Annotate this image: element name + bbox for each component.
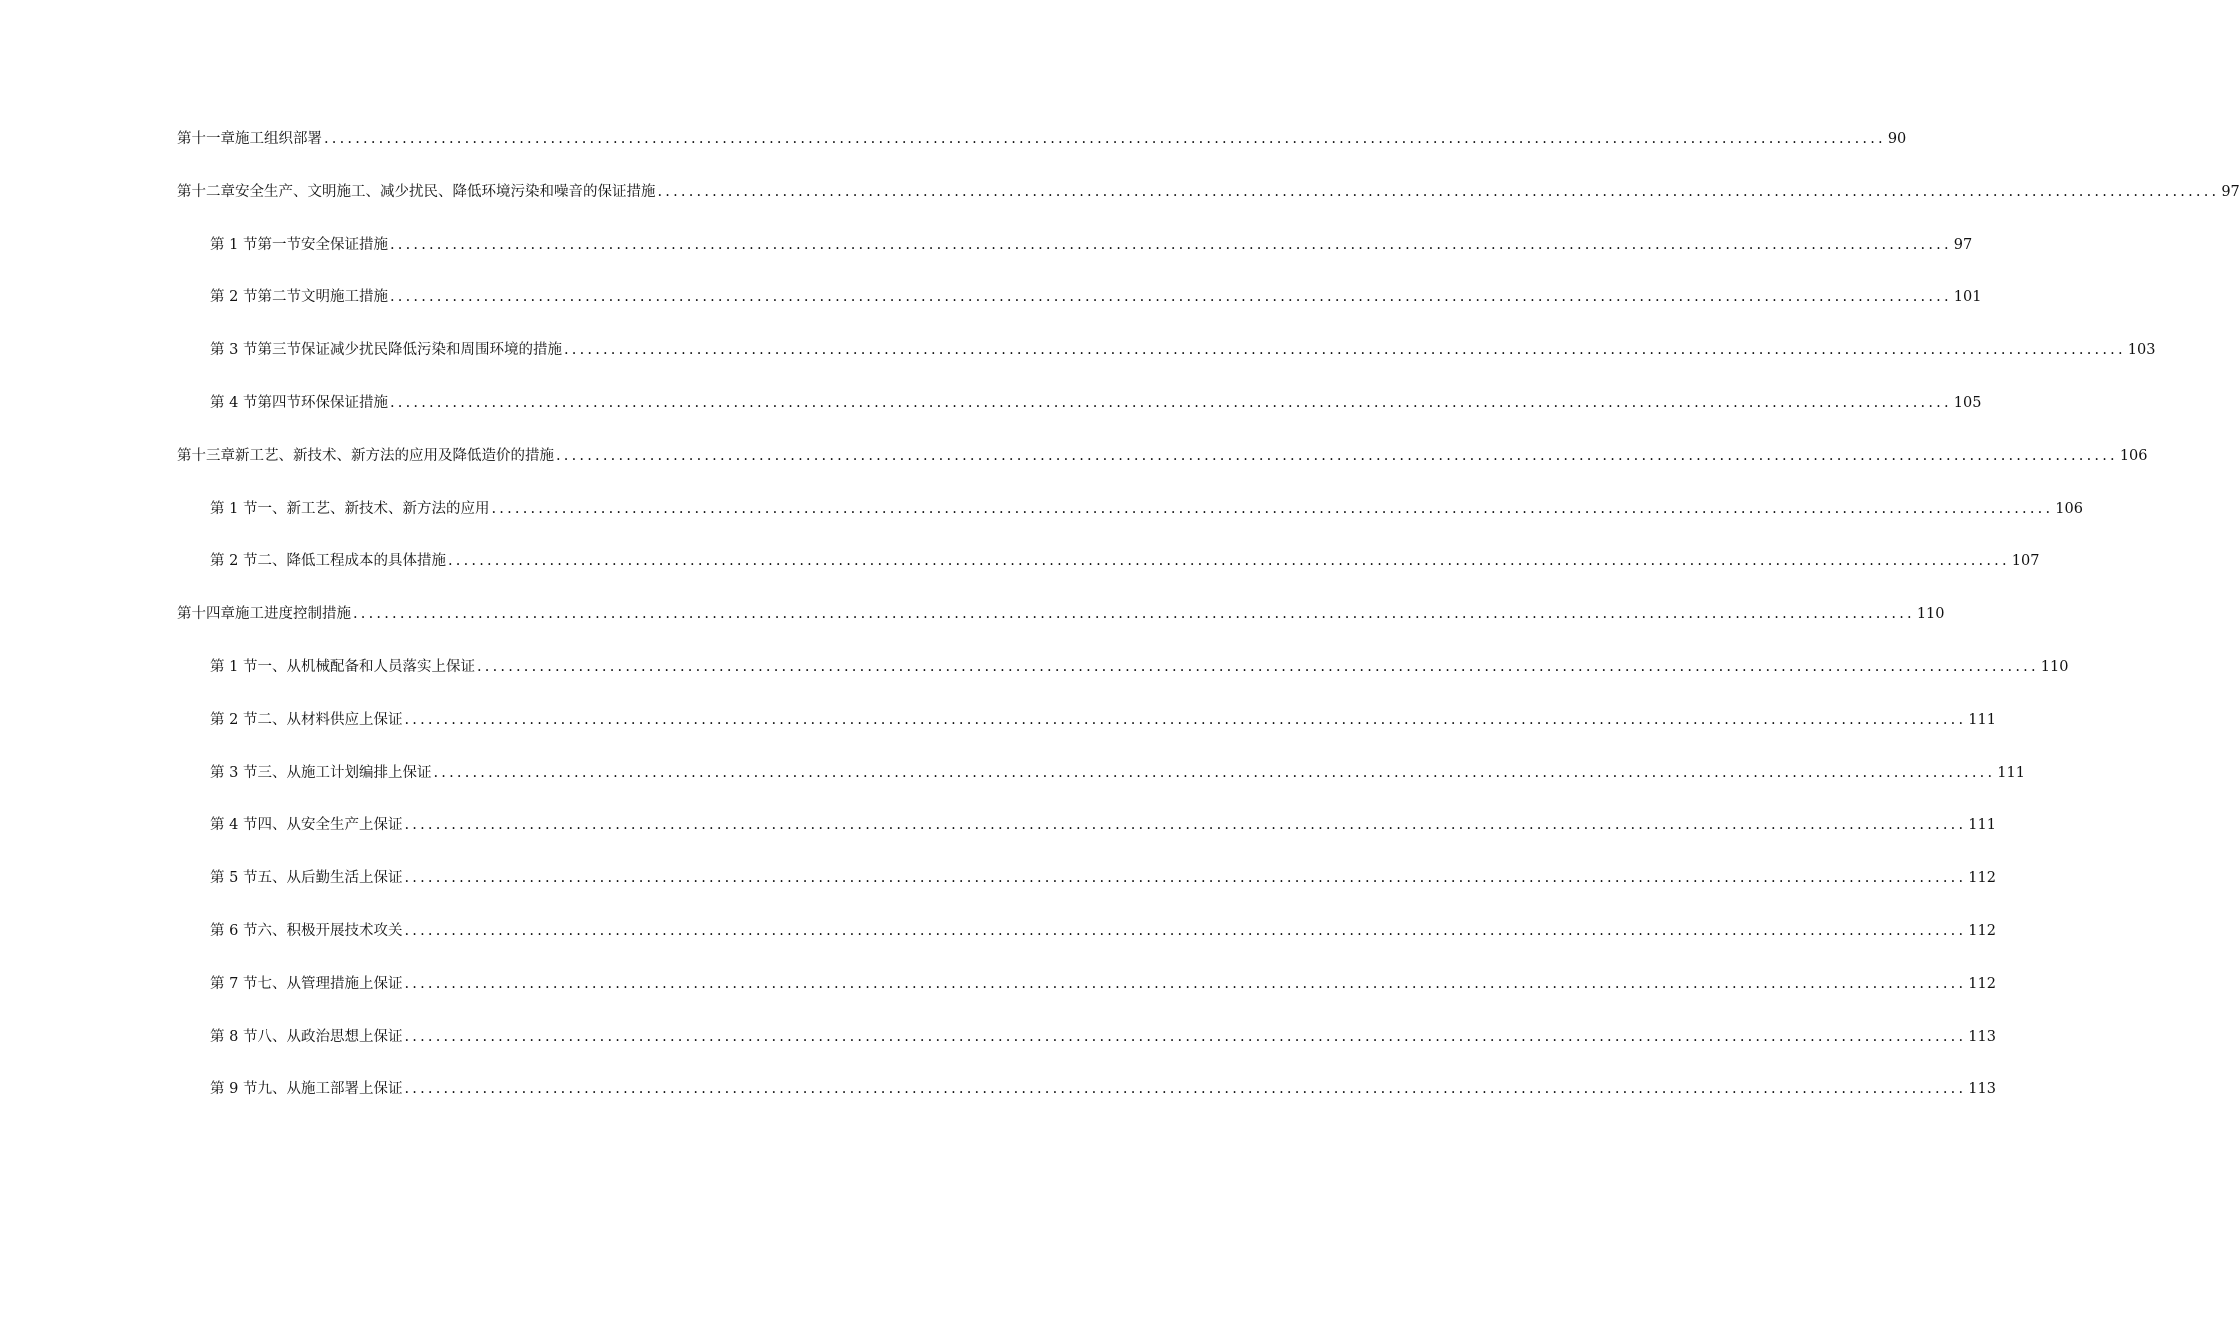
toc-entry-number: 第 6 节 [210, 923, 258, 939]
toc-entry-number: 第 3 节 [210, 764, 258, 781]
toc-entry-number: 第 2 节 [210, 711, 258, 728]
toc-entry-title: 一、从机械配备和人员落实上保证 [257, 659, 475, 675]
toc-dot-leader: ........................................................................................................................................................................................................ [389, 236, 1952, 253]
toc-entry-title: 四、从安全生产上保证 [257, 817, 403, 834]
toc-section-entry[interactable] [210, 283, 1982, 307]
toc-entry-page-number: 97 [1953, 236, 1973, 253]
toc-entry-number: 第 2 节 [210, 289, 258, 306]
toc-entry-number: 第 1 节 [210, 500, 258, 517]
toc-dot-leader: ........................................................................................................................................................................................................ [447, 553, 2010, 570]
toc-section-entry[interactable] [210, 759, 2025, 783]
toc-entry-title: 第一节安全保证措施 [257, 236, 388, 253]
toc-entry-number: 第十三章 [177, 447, 235, 464]
toc-dot-leader: ........................................................................................................................................................................................................ [404, 711, 1967, 728]
toc-entry-page-number: 101 [1953, 289, 1982, 306]
toc-dot-leader: ........................................................................................................................................................................................................ [389, 395, 1952, 411]
toc-entry-title: 安全生产、文明施工、减少扰民、降低环境污染和噪音的保证措施 [235, 183, 656, 200]
toc-section-entry[interactable] [210, 811, 1996, 835]
toc-entry-page-number: 110 [1916, 606, 1945, 623]
toc-section-entry[interactable] [210, 389, 1982, 413]
toc-chapter-entry[interactable] [177, 442, 2148, 466]
toc-entry-number: 第 4 节 [210, 395, 258, 411]
toc-dot-leader: ........................................................................................................................................................................................................ [404, 923, 1967, 939]
toc-entry-page-number: 110 [2040, 659, 2069, 675]
toc-section-entry[interactable] [210, 1075, 1996, 1099]
toc-dot-leader: ........................................................................................................................................................................................................ [324, 131, 1886, 147]
toc-section-entry[interactable] [210, 1023, 1996, 1047]
toc-entry-number: 第十四章 [177, 606, 235, 623]
toc-entry-page-number: 113 [1968, 1028, 1996, 1045]
toc-section-entry[interactable] [210, 231, 1973, 255]
toc-entry-title: 七、从管理措施上保证 [257, 975, 403, 992]
toc-chapter-entry[interactable] [177, 125, 1907, 149]
toc-entry-title: 九、从施工部署上保证 [257, 1081, 403, 1098]
toc-entry-page-number: 107 [2011, 553, 2040, 570]
toc-entry-page-number: 111 [1968, 817, 1996, 834]
toc-dot-leader: ........................................................................................................................................................................................................ [404, 975, 1967, 992]
toc-entry-page-number: 90 [1887, 131, 1907, 147]
toc-dot-leader: ........................................................................................................................................................................................................ [404, 870, 1967, 887]
toc-entry-number: 第十一章 [177, 131, 235, 147]
toc-entry-title: 五、从后勤生活上保证 [257, 870, 403, 887]
toc-dot-leader: ........................................................................................................................................................................................................ [389, 289, 1952, 306]
toc-entry-page-number: 97 [2221, 183, 2240, 200]
toc-section-entry[interactable] [210, 706, 1996, 730]
toc-dot-leader: ........................................................................................................................................................................................................ [433, 764, 1996, 781]
toc-section-entry[interactable] [210, 653, 2069, 677]
toc-chapter-entry[interactable] [177, 600, 1945, 624]
toc-entry-number: 第 5 节 [210, 870, 258, 887]
toc-dot-leader: ........................................................................................................................................................................................................ [404, 817, 1967, 834]
toc-entry-title: 一、新工艺、新技术、新方法的应用 [257, 500, 490, 517]
toc-entry-title: 二、降低工程成本的具体措施 [257, 553, 446, 570]
toc-entry-page-number: 112 [1968, 923, 1996, 939]
toc-entry-title: 六、积极开展技术攻关 [257, 923, 403, 939]
toc-dot-leader: ........................................................................................................................................................................................................ [404, 1028, 1967, 1045]
toc-section-entry[interactable] [210, 864, 1996, 888]
toc-entry-title: 第四节环保保证措施 [257, 395, 388, 411]
toc-entry-title: 第三节保证减少扰民降低污染和周围环境的措施 [257, 342, 562, 359]
toc-dot-leader: ........................................................................................................................................................................................................ [657, 183, 2220, 200]
toc-dot-leader: ........................................................................................................................................................................................................ [353, 606, 1915, 623]
toc-entry-title: 三、从施工计划编排上保证 [257, 764, 432, 781]
toc-entry-title: 第二节文明施工措施 [257, 289, 388, 306]
toc-entry-number: 第 7 节 [210, 975, 258, 992]
toc-entry-number: 第 1 节 [210, 236, 258, 253]
toc-entry-page-number: 111 [1968, 711, 1996, 728]
toc-dot-leader: ........................................................................................................................................................................................................ [404, 1081, 1967, 1098]
toc-entry-number: 第 3 节 [210, 342, 258, 359]
toc-entry-title: 施工组织部署 [235, 131, 322, 147]
toc-entry-page-number: 103 [2127, 342, 2156, 359]
toc-entry-number: 第 2 节 [210, 553, 258, 570]
toc-section-entry[interactable] [210, 547, 2040, 571]
toc-chapter-entry[interactable] [177, 178, 2240, 202]
toc-dot-leader: ........................................................................................................................................................................................................ [491, 500, 2054, 517]
toc-dot-leader: ........................................................................................................................................................................................................ [556, 447, 2118, 464]
toc-entry-title: 八、从政治思想上保证 [257, 1028, 403, 1045]
toc-entry-page-number: 111 [1997, 764, 2025, 781]
toc-section-entry[interactable] [210, 917, 1996, 941]
toc-entry-page-number: 113 [1968, 1081, 1996, 1098]
toc-entry-number: 第 4 节 [210, 817, 258, 834]
toc-entry-title: 二、从材料供应上保证 [257, 711, 403, 728]
toc-entry-page-number: 106 [2055, 500, 2083, 517]
toc-entry-number: 第 9 节 [210, 1081, 258, 1098]
toc-section-entry[interactable] [210, 495, 2083, 519]
toc-dot-leader: ........................................................................................................................................................................................................ [476, 659, 2039, 675]
toc-section-entry[interactable] [210, 970, 1996, 994]
toc-entry-number: 第 1 节 [210, 659, 258, 675]
toc-entry-number: 第 8 节 [210, 1028, 258, 1045]
toc-entry-page-number: 112 [1968, 870, 1996, 887]
toc-entry-title: 施工进度控制措施 [235, 606, 351, 623]
toc-entry-page-number: 106 [2119, 447, 2148, 464]
toc-entry-title: 新工艺、新技术、新方法的应用及降低造价的措施 [235, 447, 554, 464]
toc-entry-page-number: 105 [1953, 395, 1982, 411]
toc-dot-leader: ........................................................................................................................................................................................................ [563, 342, 2126, 359]
toc-entry-page-number: 112 [1968, 975, 1996, 992]
toc-entry-number: 第十二章 [177, 183, 235, 200]
toc-section-entry[interactable] [210, 336, 2156, 360]
